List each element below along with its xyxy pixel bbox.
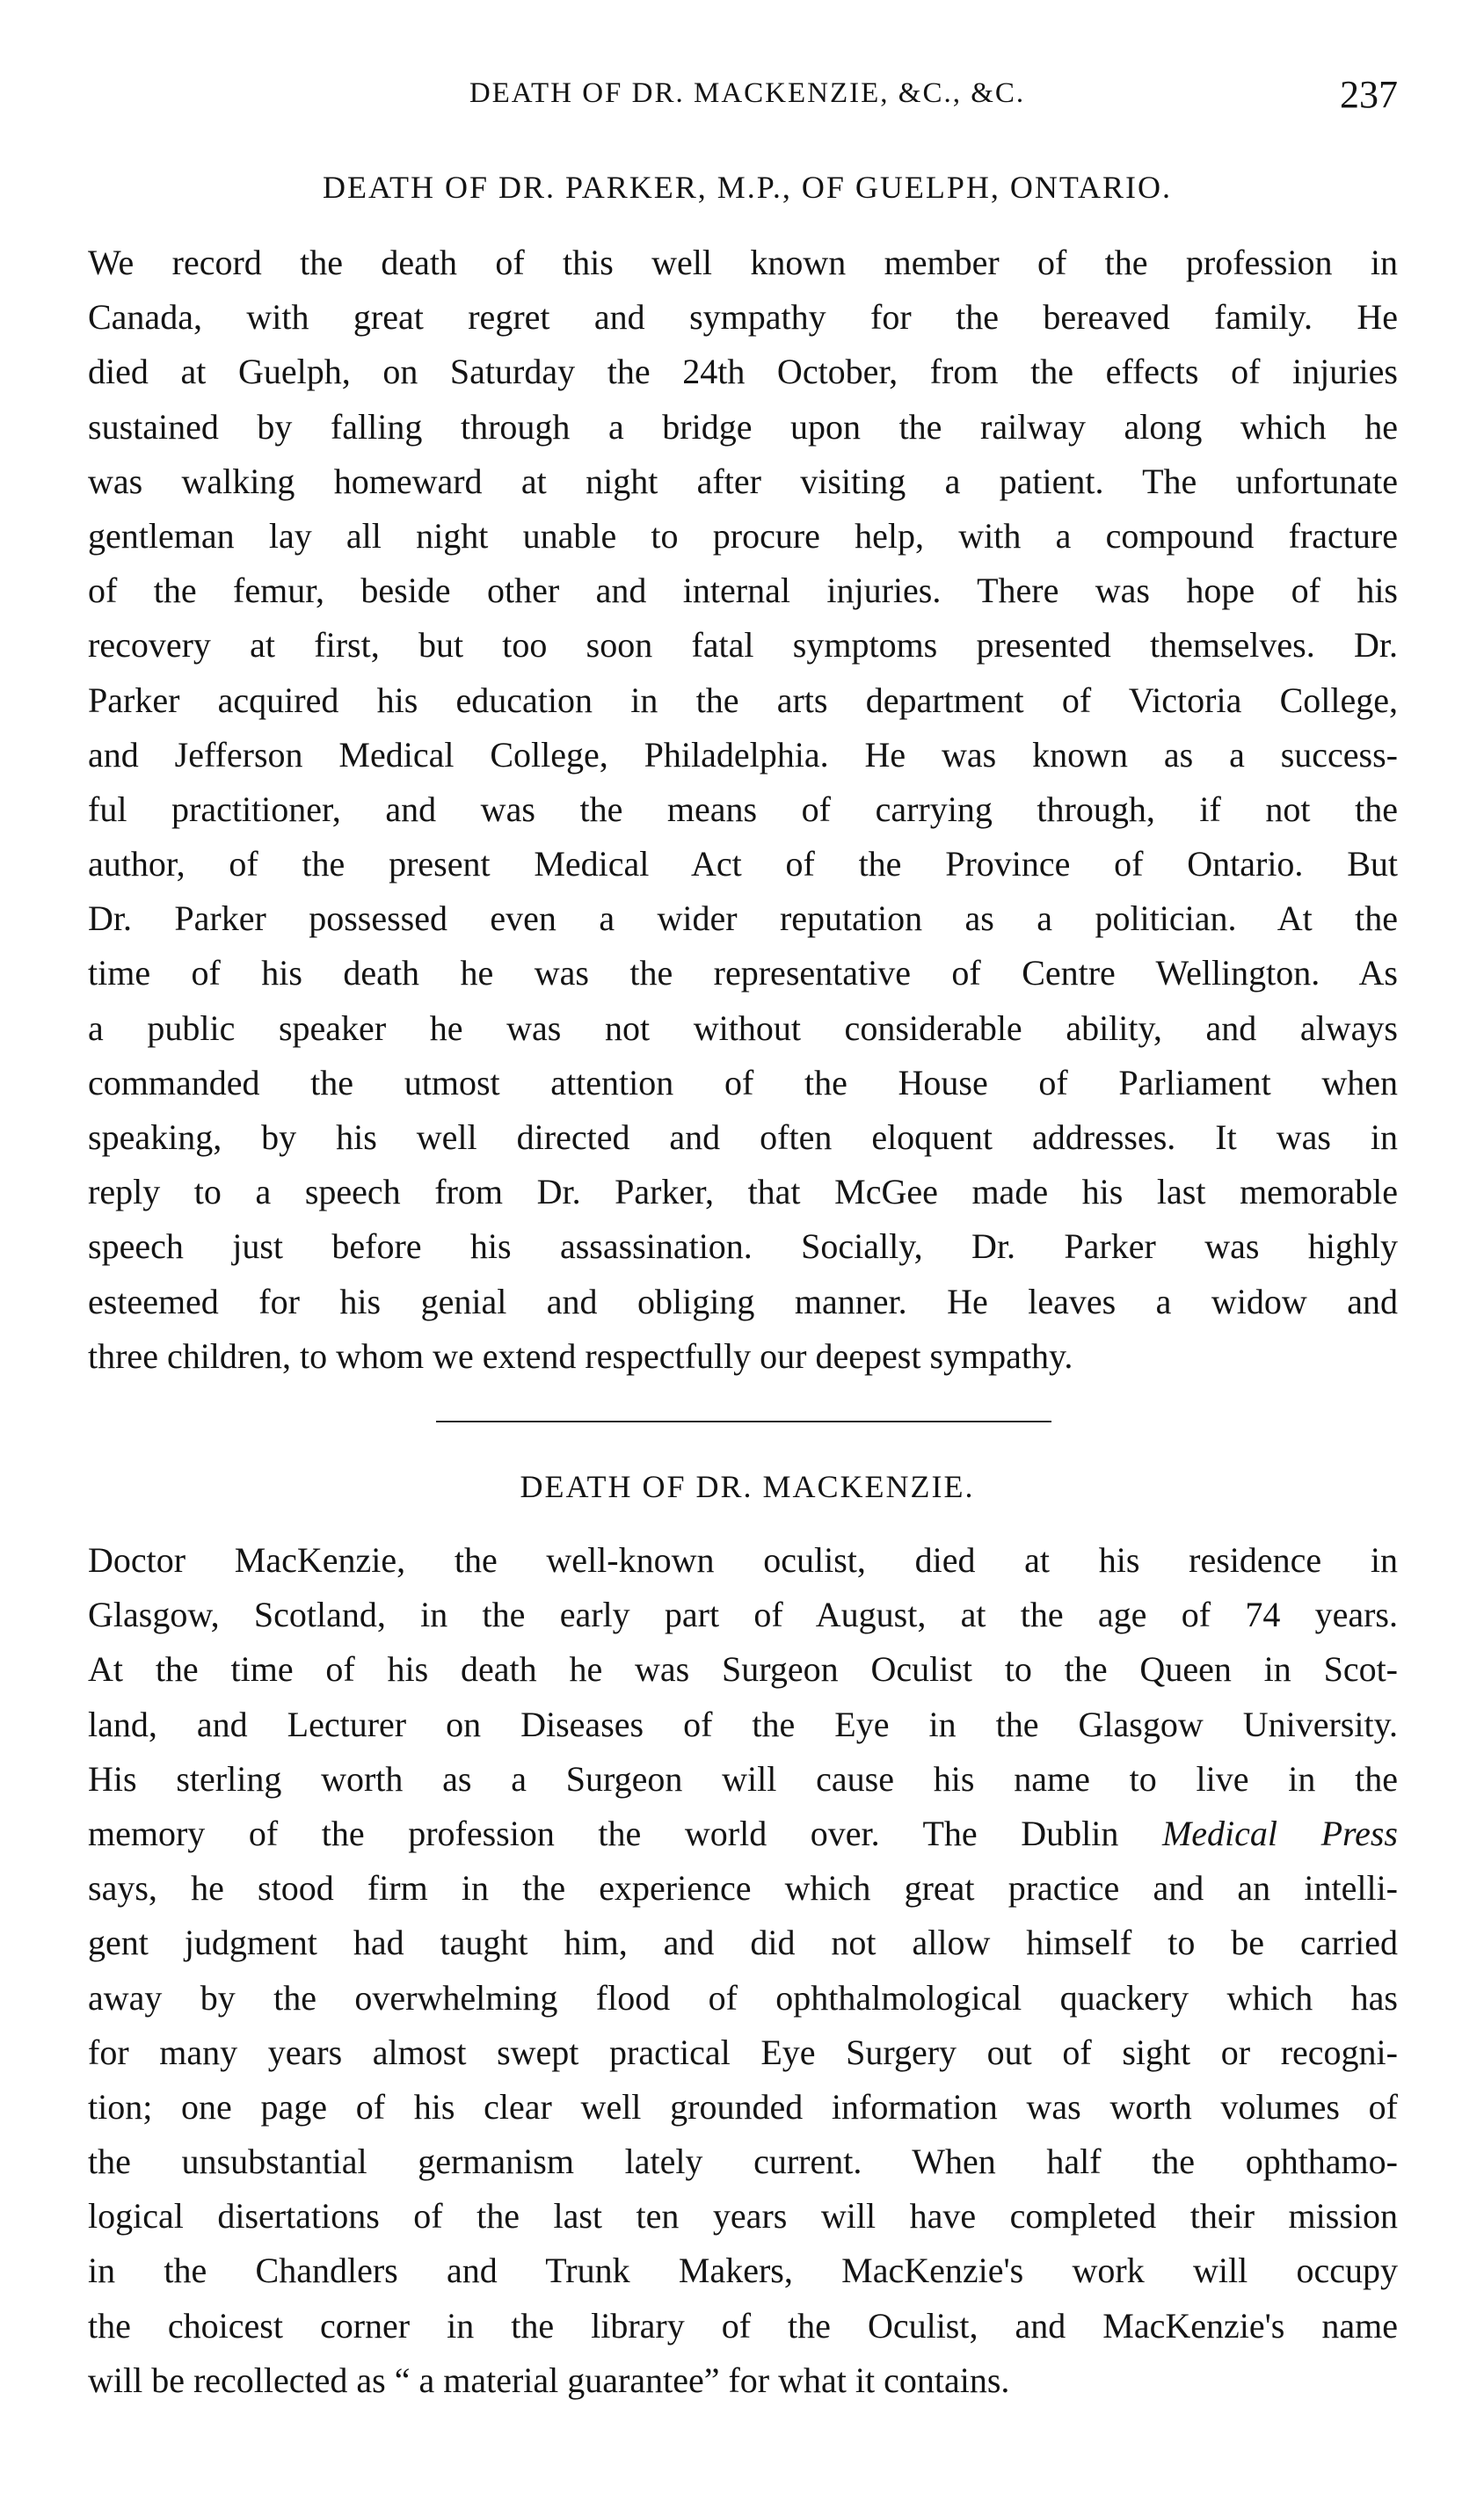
running-title: DEATH OF DR. MACKENZIE, &C., &C.	[469, 77, 1026, 109]
text-line: tion; one page of his clear well grounded information was worth volumes of	[88, 2086, 1398, 2127]
text-line: sustained by falling through a bridge upon the railway along which he	[88, 406, 1398, 447]
text-line-with-italic	[88, 1807, 1398, 1861]
text-line: Parker acquired his education in the arts department of Victoria College,	[88, 680, 1398, 720]
text-line: the choicest corner in the library of the Oculist, and MacKenzie's name	[88, 2305, 1398, 2346]
article-body-mackenzie	[88, 1533, 1398, 2408]
running-head	[97, 73, 1398, 130]
text-line: was walking homeward at night after visiting a patient. The unfortunate	[88, 461, 1398, 501]
text-fragment: memory of the profession the world over. The Dublin	[88, 1813, 1162, 1853]
text-line: will be recollected as “ a material guarantee” for what it contains.	[88, 2360, 1010, 2400]
text-line: three children, to whom we extend respectfully our deepest sympathy.	[88, 1335, 1073, 1376]
text-line: We record the death of this well known member of the profession in	[88, 243, 1398, 282]
text-line: speaking, by his well directed and often eloquent addresses. It was in	[88, 1117, 1398, 1157]
page-number: 237	[1340, 73, 1398, 116]
text-line: author, of the present Medical Act of the Province of Ontario. But	[88, 844, 1398, 884]
text-line: Glasgow, Scotland, in the early part of August, at the age of 74 years.	[88, 1595, 1398, 1635]
text-line: land, and Lecturer on Diseases of the Eye in the Glasgow University.	[88, 1704, 1398, 1744]
text-line: esteemed for his genial and obliging manner. He leaves a widow and	[88, 1281, 1398, 1321]
text-line: gent judgment had taught him, and did not allow himself to be carried	[88, 1923, 1398, 1963]
article-title-parker: DEATH OF DR. PARKER, M.P., OF GUELPH, ONTARIO.	[323, 170, 1172, 205]
text-line: and Jefferson Medical College, Philadelphia. He was known as a success-	[88, 734, 1398, 775]
section-divider	[436, 1421, 1051, 1422]
text-line: says, he stood firm in the experience which great practice and an intelli-	[88, 1868, 1398, 1909]
text-line: reply to a speech from Dr. Parker, that McGee made his last memorable	[88, 1172, 1398, 1212]
text-line: Canada, with great regret and sympathy for the bereaved family. He	[88, 297, 1398, 338]
text-line: in the Chandlers and Trunk Makers, MacKenzie's work will occupy	[88, 2251, 1398, 2291]
text-line: His sterling worth as a Surgeon will cause his name to live in the	[88, 1758, 1398, 1799]
text-line: the unsubstantial germanism lately current. When half the ophthamo-	[88, 2142, 1398, 2182]
text-line: a public speaker he was not without considerable ability, and always	[88, 1007, 1398, 1048]
text-line: died at Guelph, on Saturday the 24th October, from the effects of injuries	[88, 352, 1398, 392]
text-line: Dr. Parker possessed even a wider reputation as a politician. At the	[88, 898, 1398, 939]
text-line: gentleman lay all night unable to procure help, with a compound fracture	[88, 515, 1398, 556]
text-line: away by the overwhelming flood of ophthalmological quackery which has	[88, 1977, 1398, 2018]
text-line: Doctor MacKenzie, the well-known oculist, died at his residence in	[88, 1540, 1398, 1580]
text-line: for many years almost swept practical Eye Surgery out of sight or recogni-	[88, 2032, 1398, 2072]
text-line: At the time of his death he was Surgeon Oculist to the Queen in Scot-	[88, 1649, 1398, 1690]
text-line: ful practitioner, and was the means of carrying through, if not the	[88, 789, 1398, 829]
text-line: recovery at first, but too soon fatal symptoms presented themselves. Dr.	[88, 625, 1398, 666]
text-line: speech just before his assassination. Socially, Dr. Parker was highly	[88, 1226, 1398, 1267]
text-line: of the femur, beside other and internal injuries. There was hope of his	[88, 571, 1398, 611]
article-title-mackenzie: DEATH OF DR. MACKENZIE.	[520, 1469, 975, 1504]
text-line: time of his death he was the representative of Centre Wellington. As	[88, 953, 1398, 993]
italic-journal-name: Medical Press	[1161, 1813, 1398, 1853]
text-line: commanded the utmost attention of the House of Parliament when	[88, 1062, 1398, 1102]
text-line: logical disertations of the last ten years will have completed their mission	[88, 2196, 1398, 2237]
article-body-parker	[88, 236, 1398, 1384]
